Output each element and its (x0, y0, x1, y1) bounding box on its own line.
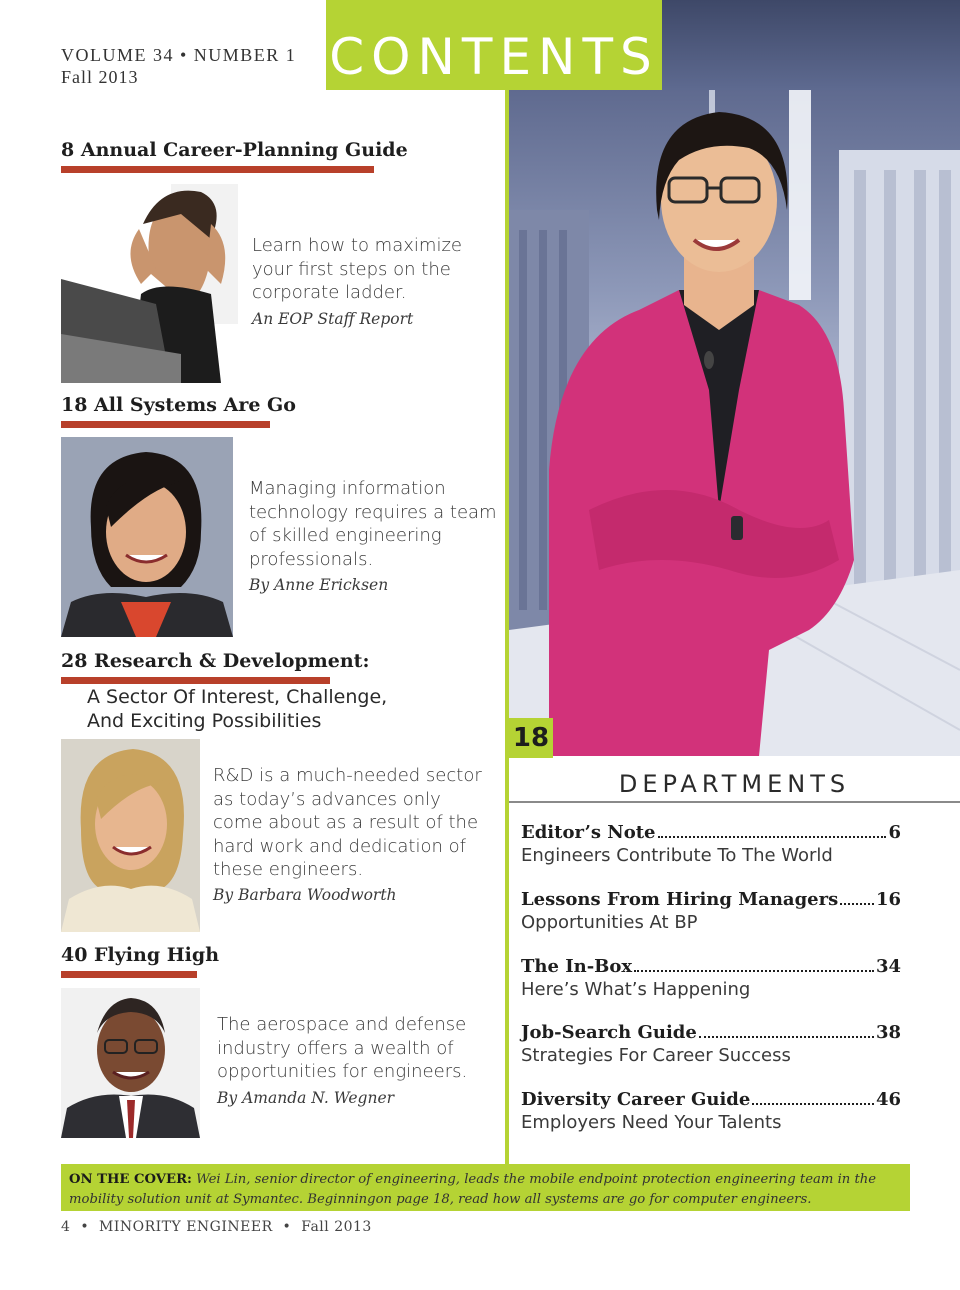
cover-story-page-badge: 18 (509, 718, 553, 758)
article-subtitle (87, 686, 387, 733)
cover-caption-text: Wei Lin, senior director of engineering, leads the mobile endpoint protection engineering team in the mobility solution unit at Symantec. Beginningon page 18, read how all systems are go for computer engineers. (69, 1172, 877, 1207)
article-byline: An EOP Staff Report (252, 310, 414, 328)
department-item-in-box[interactable] (521, 956, 901, 1000)
department-subtitle: Employers Need Your Talents (521, 1112, 782, 1133)
issue-season: Fall 2013 (61, 67, 139, 87)
teaser-line: Learn how to maximize (252, 235, 462, 256)
article-byline: By Amanda N. Wegner (217, 1089, 395, 1107)
contents-banner (326, 0, 662, 90)
column-divider (505, 90, 509, 1164)
department-item-diversity-career[interactable] (521, 1089, 901, 1133)
teaser-line: hard work and dedication of (213, 835, 466, 857)
department-item-job-search[interactable] (521, 1022, 901, 1066)
department-page: 34 (875, 956, 901, 977)
footer-separator: • (75, 1219, 95, 1235)
footer-separator: • (277, 1219, 297, 1235)
department-subtitle: Strategies For Career Success (521, 1045, 791, 1066)
departments-heading: DEPARTMENTS (618, 770, 851, 798)
teaser-line: industry offers a wealth of (217, 1037, 454, 1059)
cover-photo-illustration (509, 90, 960, 756)
department-subtitle: Engineers Contribute To The World (521, 845, 833, 866)
departments-rule (509, 801, 960, 803)
article-rule (61, 421, 270, 428)
page-footer (61, 1219, 372, 1235)
department-title: The In-Box (521, 956, 633, 977)
article-teaser (252, 234, 462, 305)
department-item-hiring-managers[interactable] (521, 889, 901, 933)
article-photo-amanda-subject (61, 988, 200, 1138)
leader-dots (658, 836, 887, 838)
leader-dots (752, 1103, 874, 1105)
leader-dots (699, 1036, 874, 1038)
department-title: Lessons From Hiring Managers (521, 889, 839, 910)
article-teaser (213, 764, 482, 882)
teaser-line: Managing information (249, 478, 446, 499)
department-title: Diversity Career Guide (521, 1089, 751, 1110)
teaser-line: technology requires a team (249, 501, 497, 523)
department-title: Editor’s Note (521, 822, 656, 843)
teaser-line: these engineers. (213, 859, 364, 880)
contents-title: CONTENTS (329, 28, 659, 86)
footer-page-number: 4 (61, 1219, 71, 1235)
masthead (61, 44, 296, 88)
teaser-line: come about as a result of the (213, 812, 479, 833)
article-teaser (217, 1013, 467, 1084)
cover-caption (61, 1164, 910, 1211)
department-item-editors-note[interactable] (521, 822, 901, 866)
department-page: 38 (875, 1022, 901, 1043)
footer-season: Fall 2013 (301, 1219, 372, 1235)
leader-dots (634, 970, 874, 972)
department-subtitle: Opportunities At BP (521, 912, 698, 933)
teaser-line: of skilled engineering (249, 525, 442, 546)
cover-photo (509, 90, 960, 756)
teaser-line: opportunities for engineers. (217, 1061, 468, 1082)
subtitle-line: And Exciting Possibilities (87, 709, 322, 732)
article-title-all-systems[interactable]: 18 All Systems Are Go (61, 394, 296, 416)
teaser-line: as today’s advances only (213, 788, 441, 810)
article-byline: By Anne Ericksen (249, 576, 389, 594)
article-title-flying-high[interactable]: 40 Flying High (61, 944, 220, 966)
article-photo-barbara (61, 739, 200, 932)
department-page: 16 (875, 889, 901, 910)
cover-photo-top (662, 0, 960, 90)
article-photo-anne (61, 437, 233, 637)
issue-number: VOLUME 34 • NUMBER 1 (61, 45, 297, 65)
footer-magazine-name: MINORITY ENGINEER (99, 1219, 273, 1235)
department-title: Job-Search Guide (521, 1022, 697, 1043)
cover-caption-label: ON THE COVER: (69, 1172, 192, 1187)
leader-dots (840, 903, 874, 905)
department-page: 46 (875, 1089, 901, 1110)
teaser-line: professionals. (249, 548, 374, 570)
teaser-line: The aerospace and defense (217, 1014, 467, 1035)
article-rule (61, 166, 374, 173)
article-photo-stressed-student (61, 184, 238, 383)
article-rule (61, 677, 330, 684)
article-byline: By Barbara Woodworth (213, 886, 397, 904)
article-title-career-planning[interactable]: 8 Annual Career-Planning Guide (61, 139, 408, 161)
teaser-line: R&D is a much-needed sector (213, 765, 482, 786)
article-rule (61, 971, 197, 978)
article-teaser (249, 477, 497, 571)
teaser-line: your first steps on the (252, 258, 451, 280)
department-page: 6 (888, 822, 901, 843)
article-title-research-development[interactable]: 28 Research & Development: (61, 650, 370, 672)
subtitle-line: A Sector Of Interest, Challenge, (87, 686, 388, 708)
department-subtitle: Here’s What’s Happening (521, 979, 751, 1000)
teaser-line: corporate ladder. (252, 282, 407, 303)
